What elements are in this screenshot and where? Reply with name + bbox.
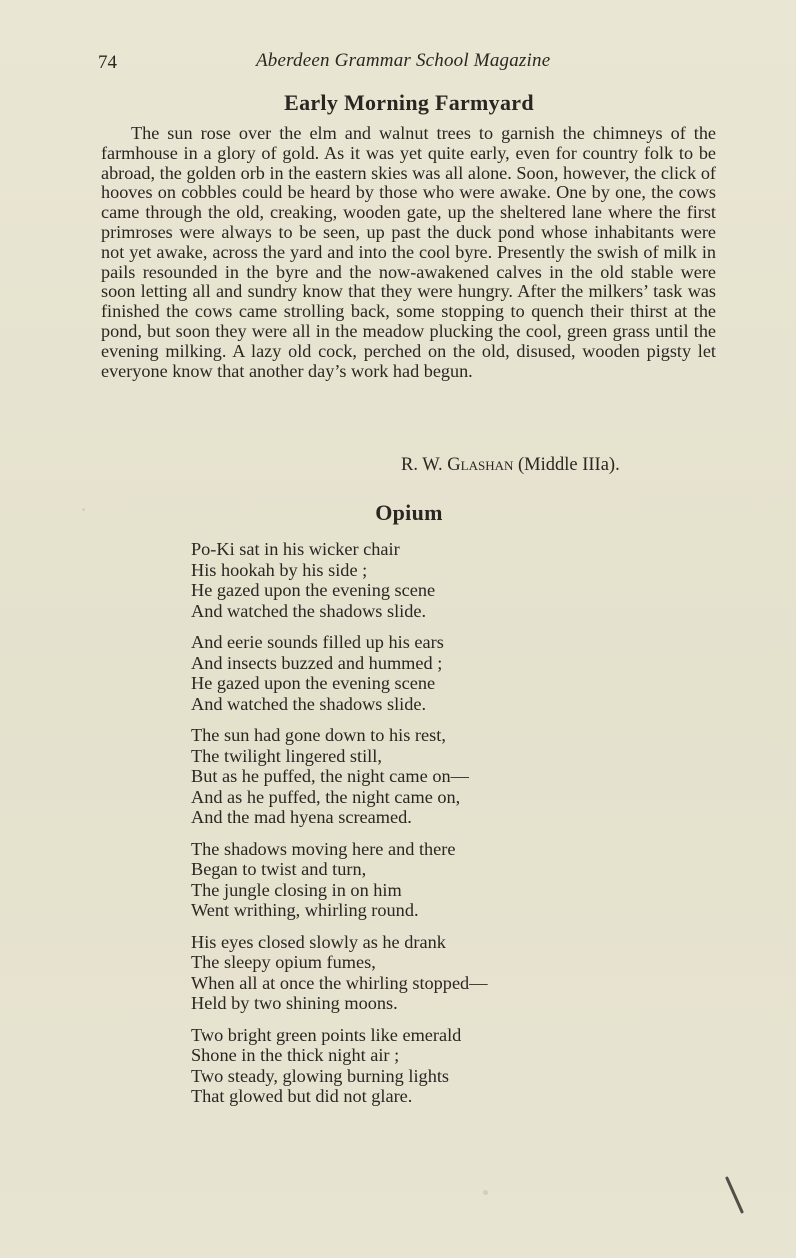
stanza-4	[191, 839, 611, 921]
stanza-3	[191, 725, 611, 828]
stanza-5	[191, 932, 611, 1014]
poem-title: Opium	[375, 500, 443, 525]
verse-line: The twilight lingered still,	[191, 745, 382, 766]
verse-line: The shadows moving here and there	[191, 838, 456, 859]
verse-line: The sun had gone down to his rest,	[191, 725, 446, 745]
stanza-1	[191, 539, 611, 621]
pencil-mark	[725, 1176, 744, 1214]
verse-line: Two steady, glowing burning lights	[191, 1065, 450, 1086]
verse-line: And insects buzzed and hummed ;	[191, 652, 443, 673]
verse-line: And as he puffed, the night came on,	[191, 786, 461, 807]
verse-line: And the mad hyena screamed.	[191, 807, 412, 827]
verse-line: And eerie sounds filled up his ears	[191, 632, 444, 652]
verse-line: Shone in the thick night air ;	[191, 1045, 400, 1065]
paper-speck	[483, 1190, 488, 1195]
paper-speck	[82, 508, 85, 511]
stanza-6	[191, 1025, 611, 1107]
verse-line: And watched the shadows slide.	[191, 693, 427, 714]
verse-line: Po-Ki sat in his wicker chair	[191, 539, 400, 559]
verse-line: He gazed upon the evening scene	[191, 673, 436, 693]
running-head: Aberdeen Grammar School Magazine	[256, 50, 551, 71]
verse-line: But as he puffed, the night came on—	[191, 766, 469, 786]
article-body: The sun rose over the elm and walnut trees to garnish the chimneys of the farmhouse in a glory of gold. As it was yet quite early, even for country folk to be abroad, the golden orb in the eastern skies was all alone. Soon, however, the click of hooves on cobbles could be heard by those who were awake. One by one, the cows came through the old, creaking, wooden gate, up the sheltered lane where the first primroses were always to be seen, up past the duck pond whose inhabitants were not yet awake, across the yard and into the cool byre. Presently the swish of milk in pails resounded in the byre and the now-awakened calves in the old stable were soon letting all and sundry know that they were hungry. After the milkers’ task was finished the cows came strolling back, some stopping to quench their thirst at the pond, but soon they were all in the meadow plucking the cool, green grass until the evening milking. A lazy old cock, perched on the old, disused, wooden pigsty let everyone know that another day’s work had begun.	[101, 123, 716, 381]
verse-line: Held by two shining moons.	[191, 993, 398, 1013]
verse-line: When all at once the whirling stopped—	[191, 972, 488, 993]
verse-line: That glowed but did not glare.	[191, 1086, 413, 1106]
verse-line: Went writhing, whirling round.	[191, 900, 419, 920]
verse-line: His hookah by his side ;	[191, 559, 368, 580]
verse-line: Began to twist and turn,	[191, 859, 367, 879]
verse-line: And watched the shadows slide.	[191, 600, 427, 621]
page-number: 74	[98, 52, 117, 73]
stanza-2	[191, 632, 611, 714]
article-title: Early Morning Farmyard	[284, 90, 534, 115]
author-signature	[401, 455, 620, 476]
verse-line: The jungle closing in on him	[191, 879, 402, 900]
author-initials: R. W.	[401, 455, 443, 475]
poem-body	[191, 539, 611, 1118]
verse-line: His eyes closed slowly as he drank	[191, 931, 446, 952]
author-surname: Glashan	[447, 455, 514, 475]
verse-line: Two bright green points like emerald	[191, 1024, 462, 1045]
verse-line: He gazed upon the evening scene	[191, 580, 436, 600]
author-class: (Middle IIIa).	[518, 455, 620, 475]
verse-line: The sleepy opium fumes,	[191, 952, 376, 972]
